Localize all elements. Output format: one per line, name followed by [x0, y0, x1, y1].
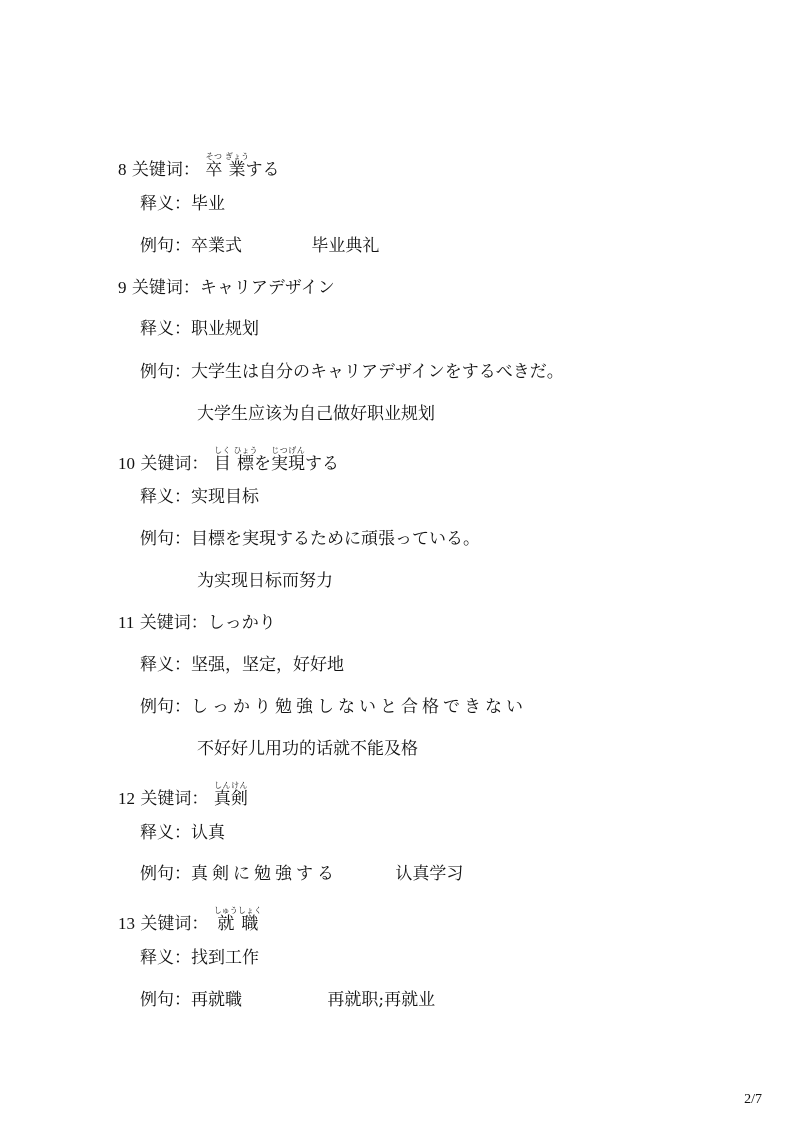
entry-9-keyword: 9 关键词：キャリアデザイン [118, 278, 335, 298]
entry-11-keyword: 11 关键词：しっかり [118, 613, 276, 633]
entry-9-example-translation: 大学生应该为自己做好职业规划 [197, 404, 435, 424]
entry-11-example: 例句：しっかり勉強しないと合格できない [140, 697, 527, 717]
entry-12-keyword-term: 真しん剣けん [213, 781, 248, 809]
entry-10-meaning: 释义：实现目标 [140, 487, 259, 507]
entry-10-keyword: 10 关键词： 目しく 標ひょうを実じつ現げんする [118, 446, 340, 474]
entry-13-example: 例句：再就職 再就职;再就业 [140, 990, 436, 1010]
entry-11-example-translation: 不好好儿用功的话就不能及格 [197, 739, 418, 759]
page-number: 2/7 [744, 1092, 762, 1107]
entry-8-keyword: 8 关键词： 卒そつ 業ぎょうする [118, 152, 280, 180]
entry-13-keyword-term: 就しゅう 職しょく [213, 906, 262, 934]
entry-12-keyword: 12 关键词： 真しん剣けん [118, 781, 248, 809]
entry-13-meaning: 释义：找到工作 [140, 948, 259, 968]
entry-9-meaning: 释义：职业规划 [140, 319, 259, 339]
entry-10-keyword-term: 目しく 標ひょうを実じつ現げんする [213, 446, 340, 474]
entry-12-example: 例句：真剣に勉強する 认真学习 [140, 864, 464, 884]
entry-9-example: 例句：大学生は自分のキャリアデザインをするべきだ。 [140, 362, 564, 382]
entry-8-example: 例句：卒業式 毕业典礼 [140, 236, 380, 256]
entry-8-meaning: 释义：毕业 [140, 194, 225, 214]
entry-10-example: 例句：目標を実現するために頑張っている。 [140, 529, 480, 549]
entry-8-keyword-term: 卒そつ 業ぎょうする [205, 152, 280, 180]
entry-11-meaning: 释义：坚强，坚定，好好地 [140, 655, 344, 675]
entry-12-meaning: 释义：认真 [140, 823, 225, 843]
entry-10-example-translation: 为实现日标而努力 [197, 571, 333, 591]
entry-13-keyword: 13 关键词： 就しゅう 職しょく [118, 906, 262, 934]
